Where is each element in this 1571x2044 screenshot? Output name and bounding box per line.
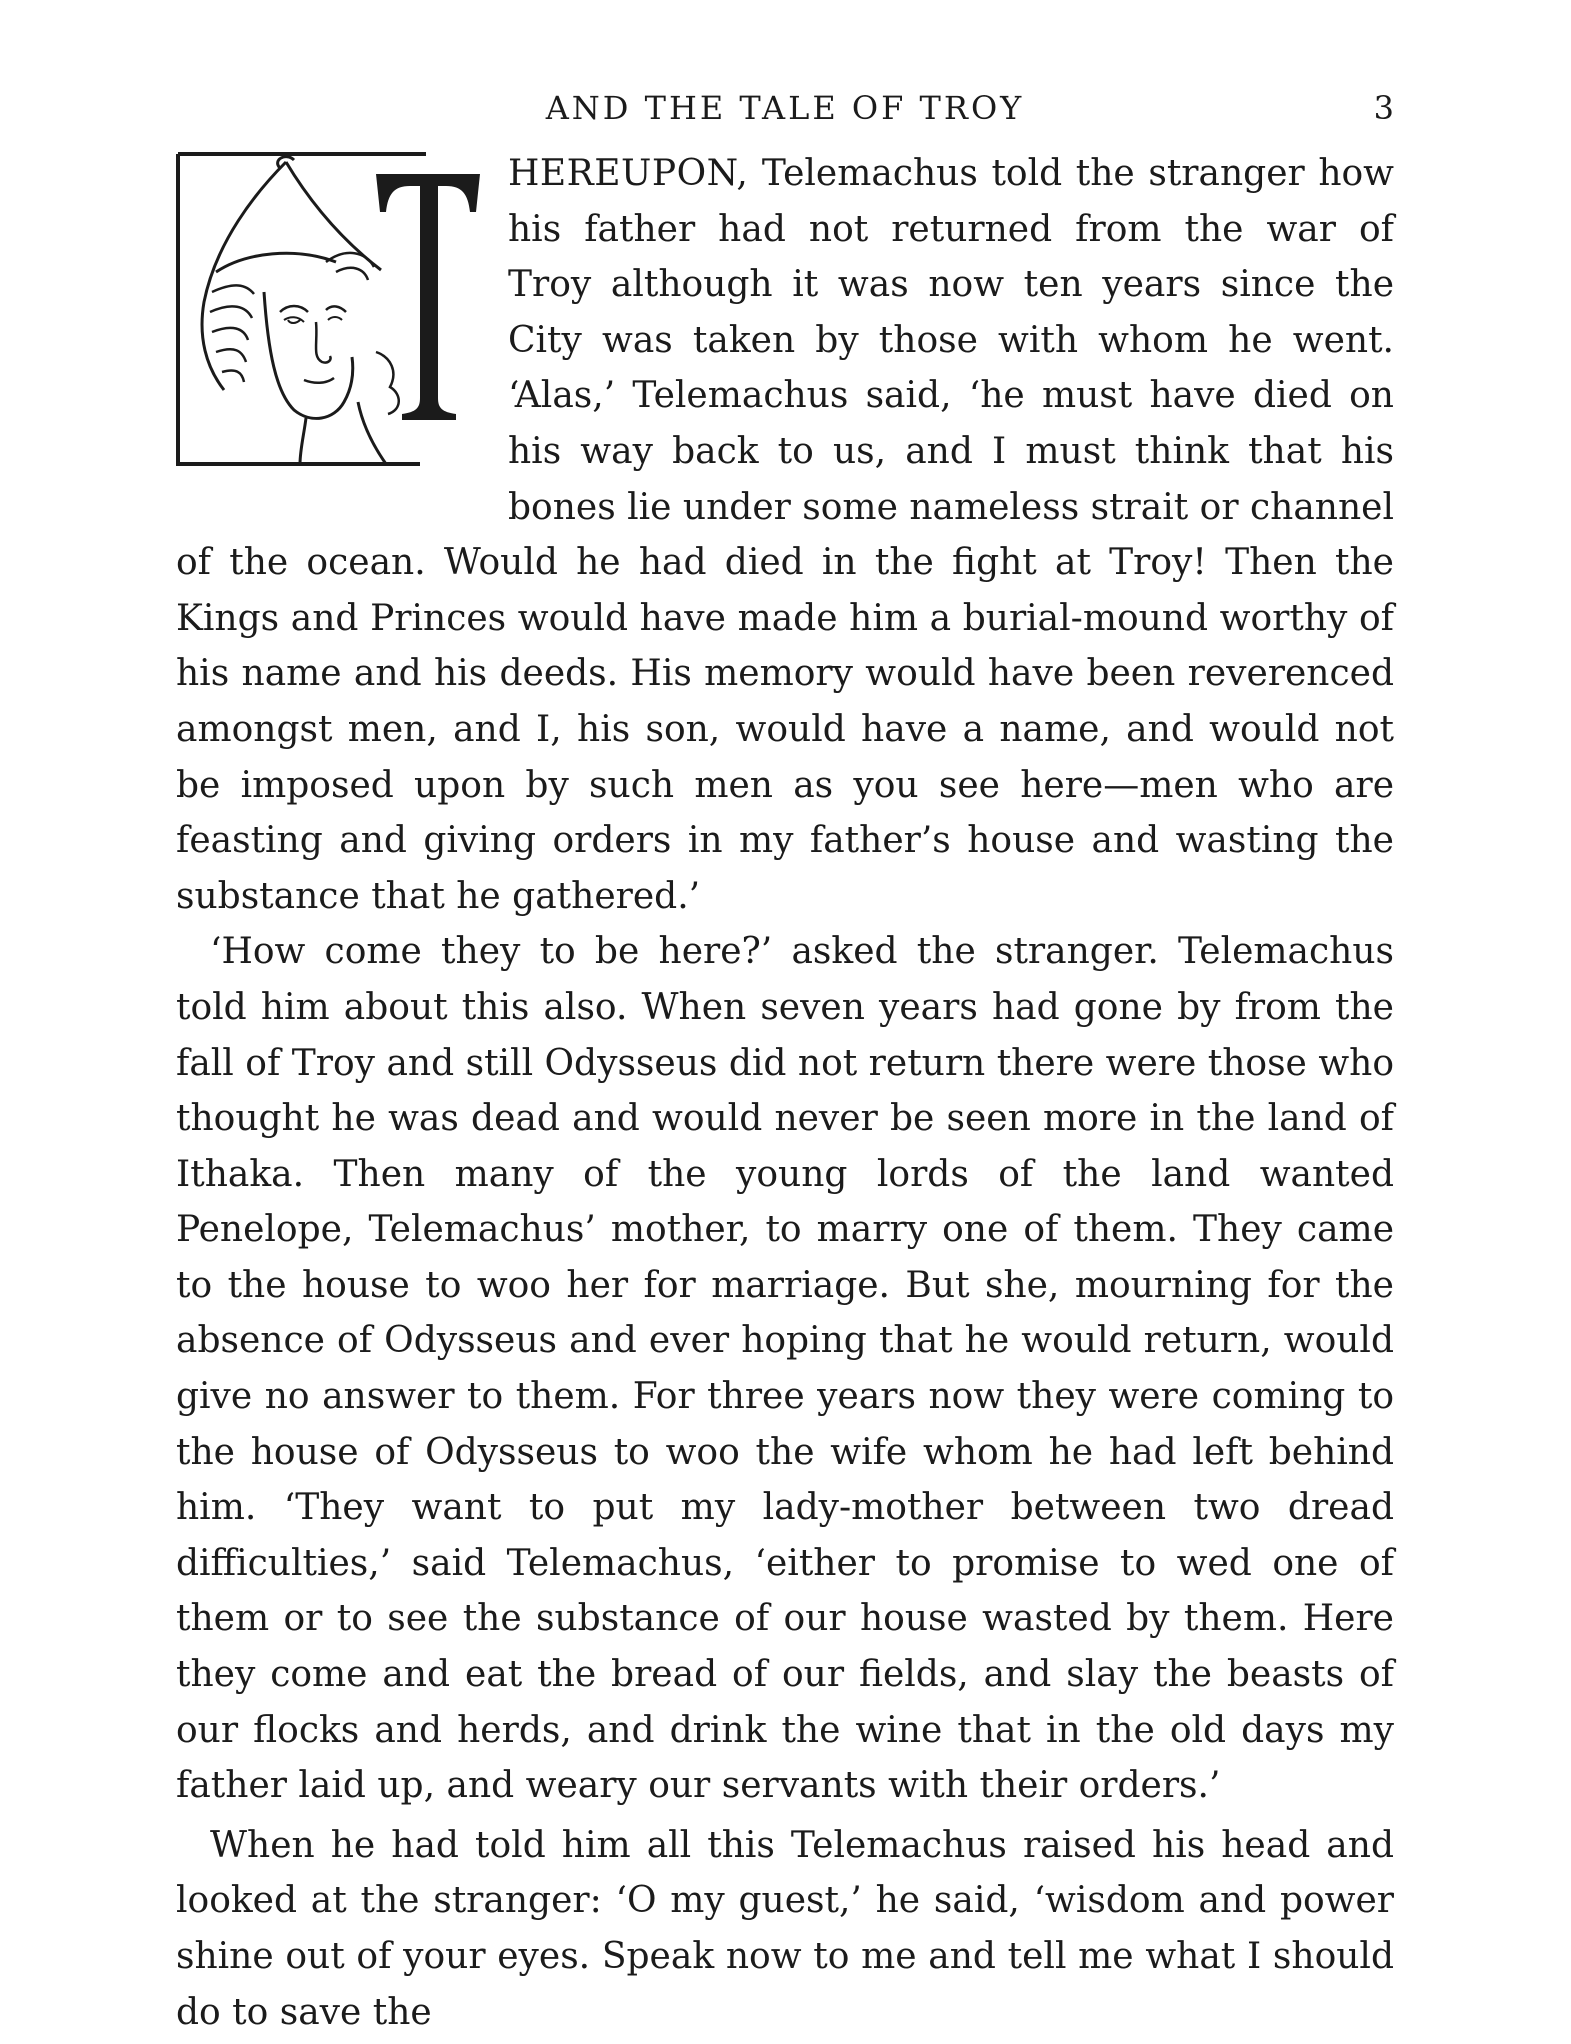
chapter-text	[176, 146, 1394, 2040]
paragraph-2: ‘How come they to be here?’ asked the stranger. Telemachus told him about this also. When seven years had gone by from the fall of Troy and still Odysseus did not return there were those who thought he was dead and would never be seen more in the land of Ithaka. Then many of the young lords of the land wanted Penelope, Telemachus’ mother, to marry one of them. They came to the house to woo her for marriage. But she, mourning for the absence of Odysseus and ever hoping that he would return, would give no answer to them. For three years now they were coming to the house of Odysseus to woo the wife whom he had left behind him. ‘They want to put my lady-mother between two dread difficulties,’ said Telemachus, ‘either to promise to wed one of them or to see the substance of our house wasted by them. Here they come and eat the bread of our fields, and slay the beasts of our flocks and herds, and drink the wine that in the old days my father laid up, and weary our servants with their orders.’	[176, 931, 1394, 1807]
dropcap-illustration	[176, 152, 492, 488]
running-header	[176, 86, 1394, 130]
running-title: AND THE TALE OF TROY	[545, 89, 1025, 127]
woman-portrait-illustration-icon	[176, 152, 490, 470]
paragraph-3: When he had told him all this Telemachus raised his head and looked at the stranger: ‘O my guest,’ he said, ‘wisdom and power shine out of your eyes. Speak now to me and tell me what I should do to save the	[176, 1824, 1394, 2033]
page-number: 3	[1373, 89, 1394, 127]
paragraph-1-text: Telemachus told the stranger how his father had not returned from the war of Troy although it was now ten years since the City was taken by those with whom he went. ‘Alas,’ Telemachus said, ‘he must have died on his way back to us, and I must think that his bones lie under some nameless strait or channel of the ocean. Would he had died in the fight at Troy! Then the Kings and Princes would have made him a burial-mound worthy of his name and his deeds. His memory would have been reverenced amongst men, and I, his son, would have a name, and would not be imposed upon by such men as you see here—men who are feasting and giving orders in my father’s house and wasting the substance that he gathered.’	[176, 153, 1394, 917]
paragraph-1-lead: HEREUPON,	[508, 153, 749, 194]
